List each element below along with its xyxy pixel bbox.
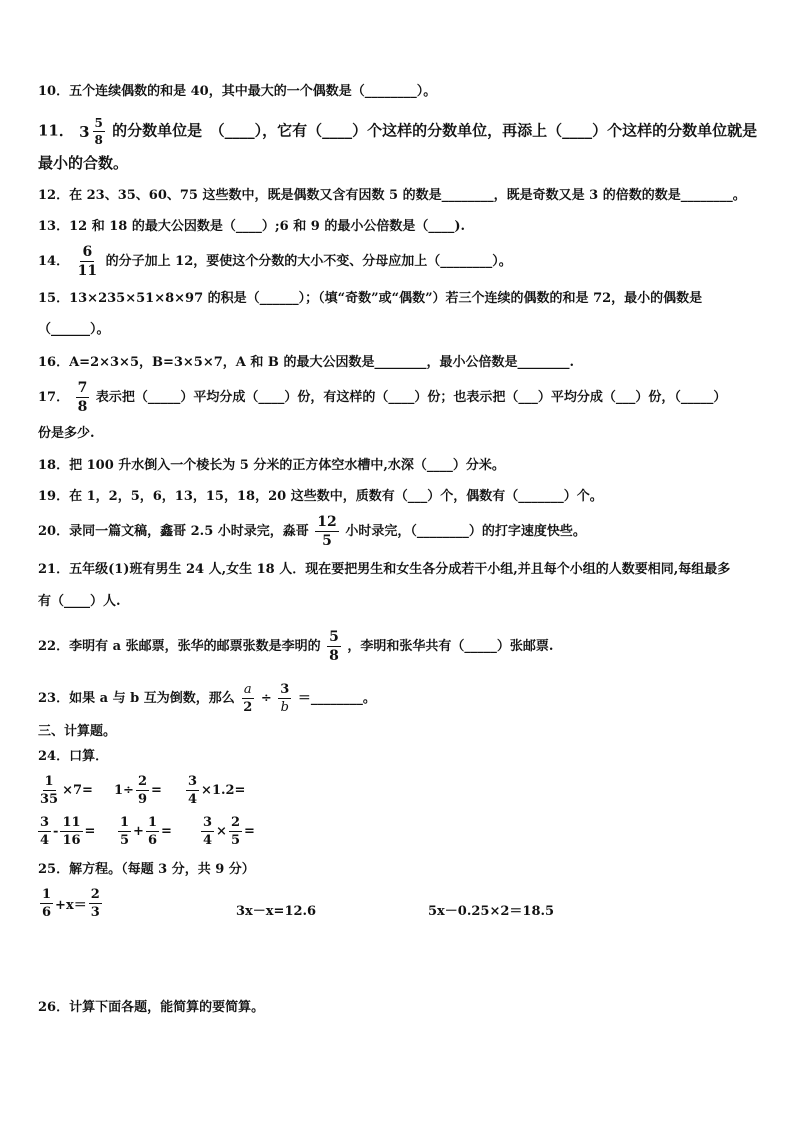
fraction: $\frac{a}{2}$ xyxy=(243,682,253,715)
mixed-number: 3 $\frac{5}{8}$ xyxy=(79,116,103,147)
oral-calc-item: $\frac{3}{4}$ ×1.2= xyxy=(188,774,246,807)
fraction: $\frac{6}{11}$ xyxy=(77,244,98,279)
fraction: $\frac{3}{4}$ xyxy=(40,815,50,848)
fraction: $\frac{5}{8}$ xyxy=(329,629,339,664)
oral-calc-item: $\frac{3}{4}$ - $\frac{11}{16}$ = xyxy=(40,815,96,848)
oral-calc-item: $\frac{1}{5}$ + $\frac{1}{6}$ = xyxy=(120,815,172,848)
question-19: 19．在 1，2，5，6，13，15，18，20 这些数中，质数有（___）个，偶数有（_______）个。 xyxy=(38,489,603,504)
equation-1: $\frac{1}{6}$ +x＝ $\frac{2}{3}$ xyxy=(42,887,100,920)
question-15-cont: （______）。 xyxy=(38,322,110,337)
question-16: 16．A=2×3×5，B=3×5×7，A 和 B 的最大公因数是________，最小公倍数是________. xyxy=(38,355,574,370)
fraction: $\frac{3}{4}$ xyxy=(188,774,198,807)
question-17: 17． $\frac{7}{8}$ 表示把（_____）平均分成（____）份，有这样的（____）份；也表示把（___）平均分成（___）份，（_____） xyxy=(38,380,727,415)
question-26: 26．计算下面各题，能简算的要简算。 xyxy=(38,1000,265,1015)
oral-calc-item: $\frac{3}{4}$ × $\frac{2}{5}$ = xyxy=(203,815,255,848)
fraction: $\frac{1}{6}$ xyxy=(147,815,157,848)
fraction: $\frac{7}{8}$ xyxy=(77,380,88,415)
question-17-cont: 份是多少. xyxy=(38,426,95,441)
question-13: 13．12 和 18 的最大公因数是（____）;6 和 9 的最小公倍数是（____). xyxy=(38,219,465,234)
equation-3: 5x－0.25×2＝18.5 xyxy=(428,904,555,919)
oral-calc-item: 1÷ $\frac{2}{9}$ = xyxy=(114,774,162,807)
question-23: 23．如果 a 与 b 互为倒数，那么 $\frac{a}{2}$ ÷ $\frac{3}{b}$ ＝________。 xyxy=(38,682,376,715)
question-21-cont: 有（____）人. xyxy=(38,594,121,609)
question-11: 11． 3 $\frac{5}{8}$ 的分数单位是 （____），它有（____）个这样的分数单位，再添上（____）个这样的分数单位就是 xyxy=(38,116,758,147)
question-12: 12．在 23、35、60、75 这些数中，既是偶数又含有因数 5 的数是________，既是奇数又是 3 的倍数的数是________。 xyxy=(38,188,746,203)
question-20: 20．录同一篇文稿，鑫哥 2.5 小时录完，淼哥 $\frac{12}{5}$ 小时录完，（________）的打字速度快些。 xyxy=(38,514,586,549)
fraction: $\frac{1}{5}$ xyxy=(120,815,130,848)
fraction: $\frac{12}{5}$ xyxy=(317,514,337,549)
equation-2: 3x－x=12.6 xyxy=(236,904,317,919)
fraction: $\frac{2}{9}$ xyxy=(137,774,147,807)
question-14: 14． $\frac{6}{11}$ 的分子加上 12，要使这个分数的大小不变、分母应加上（________）。 xyxy=(38,244,512,279)
fraction: $\frac{3}{4}$ xyxy=(203,815,213,848)
question-10: 10．五个连续偶数的和是 40，其中最大的一个偶数是（________）。 xyxy=(38,84,437,99)
question-25-title: 25．解方程。（每题 3 分，共 9 分） xyxy=(38,862,255,877)
fraction: $\frac{2}{3}$ xyxy=(90,887,100,920)
oral-calc-item: $\frac{1}{35}$ ×7= xyxy=(40,774,93,807)
fraction: $\frac{2}{5}$ xyxy=(230,815,240,848)
fraction: $\frac{5}{8}$ xyxy=(94,116,103,147)
fraction: $\frac{11}{16}$ xyxy=(62,815,81,848)
question-24-title: 24．口算． xyxy=(38,749,109,764)
section-title-calculation: 三、计算题。 xyxy=(38,724,117,739)
question-15: 15．13×235×51×8×97 的积是（______）；（填“奇数”或“偶数”）若三个连续的偶数的和是 72，最小的偶数是 xyxy=(38,291,703,306)
fraction: $\frac{1}{35}$ xyxy=(40,774,59,807)
fraction: $\frac{1}{6}$ xyxy=(42,887,52,920)
question-22: 22．李明有 a 张邮票，张华的邮票张数是李明的 $\frac{5}{8}$ ，李明和张华共有（_____）张邮票. xyxy=(38,629,554,664)
question-21: 21．五年级(1)班有男生 24 人,女生 18 人．现在要把男生和女生各分成若干小组,并且每个小组的人数要相同,每组最多 xyxy=(38,562,731,577)
question-18: 18．把 100 升水倒入一个棱长为 5 分米的正方体空水槽中,水深（____）分米。 xyxy=(38,458,505,473)
fraction: $\frac{3}{b}$ xyxy=(280,682,290,715)
question-11-cont: 最小的合数。 xyxy=(38,154,129,172)
